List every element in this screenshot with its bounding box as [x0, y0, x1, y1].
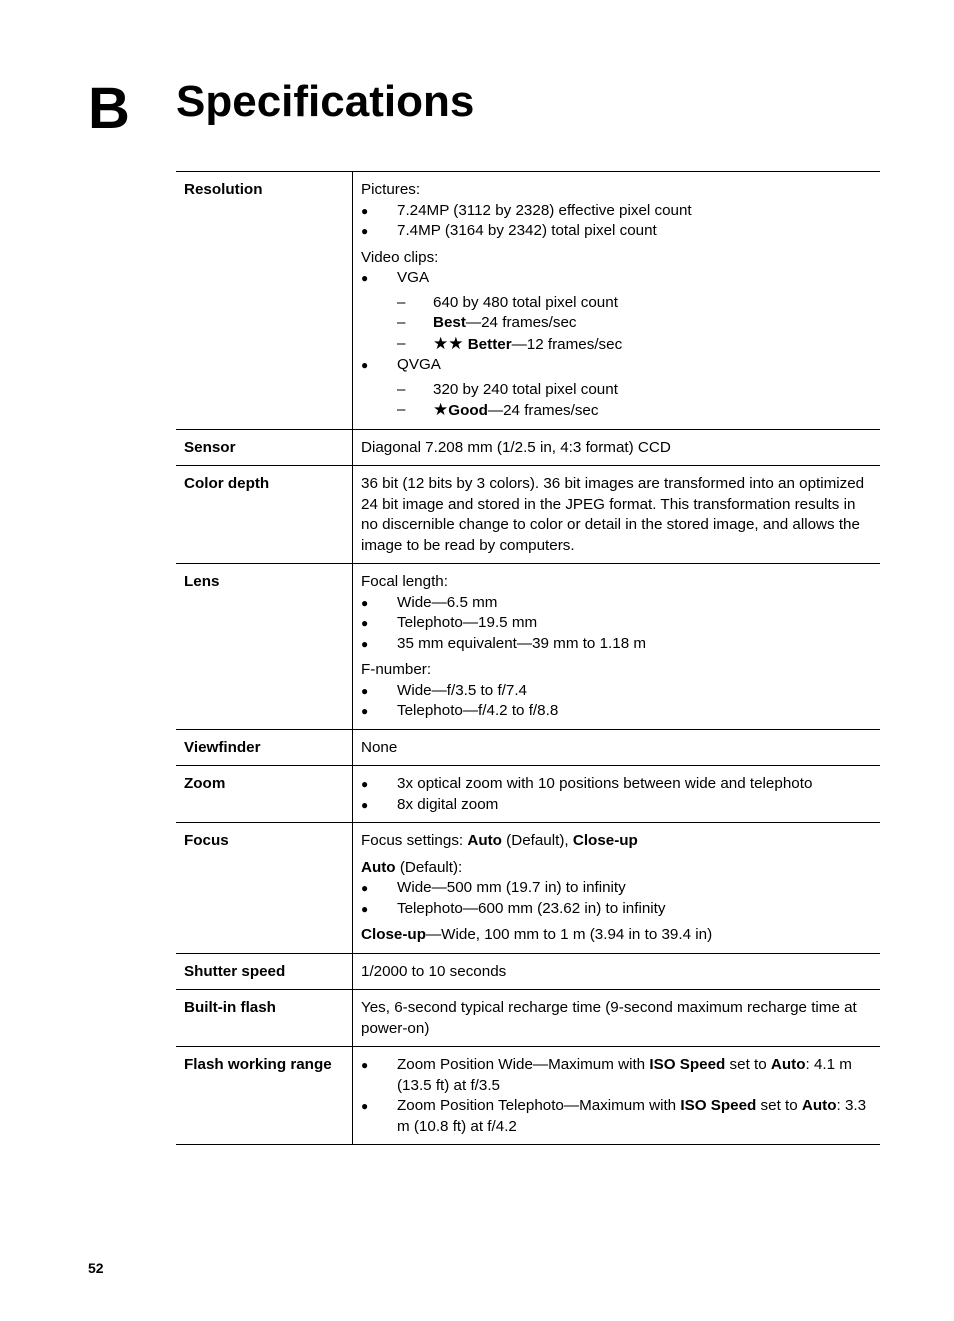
- row-value: Diagonal 7.208 mm (1/2.5 in, 4:3 format) CCD: [353, 429, 881, 466]
- list-item: [397, 313, 872, 334]
- table-row-viewfinder: [176, 729, 880, 766]
- table-row-sensor: [176, 429, 880, 466]
- row-value: [353, 766, 881, 823]
- qvga-label: QVGA: [397, 356, 441, 373]
- table-row-resolution: [176, 172, 880, 430]
- better-rate: —12 frames/sec: [511, 335, 623, 353]
- focus-settings: [361, 831, 872, 852]
- good-rate: —24 frames/sec: [487, 402, 599, 419]
- star-icon: ★★: [433, 333, 464, 353]
- default-text: (Default):: [395, 858, 463, 876]
- text: Zoom Position Wide—Maximum with: [397, 1056, 650, 1073]
- table-row-shutter-speed: [176, 953, 880, 990]
- list-item-qvga: [361, 355, 872, 422]
- list-item: [361, 1055, 872, 1096]
- row-label: Built-in flash: [176, 990, 353, 1047]
- f-number-list: [361, 681, 872, 722]
- table-row-flash-working-range: [176, 1047, 880, 1145]
- list-item: ● Wide—6.5 mm: [361, 593, 872, 614]
- row-value: Yes, 6-second typical recharge time (9-second maximum recharge time at power-on): [353, 990, 881, 1047]
- page-number: 52: [88, 1260, 104, 1276]
- default-text: (Default),: [501, 832, 573, 849]
- vga-sublist: [397, 293, 872, 356]
- row-label: Focus: [176, 823, 353, 954]
- auto-default: [361, 858, 872, 879]
- text: set to: [725, 1056, 771, 1073]
- list-item: – 320 by 240 total pixel count: [397, 380, 872, 401]
- row-value: None: [353, 729, 881, 766]
- list-item: ● 7.4MP (3164 by 2342) total pixel count: [361, 221, 872, 242]
- better-label: Better: [467, 335, 512, 353]
- list-item: ● Wide—500 mm (19.7 in) to infinity: [361, 878, 872, 899]
- row-label: Lens: [176, 564, 353, 730]
- text: : 4.1 m (13.5 ft) at f/3.5: [397, 1056, 852, 1094]
- list-item: [397, 400, 872, 422]
- vga-label: VGA: [397, 269, 430, 286]
- list-item: ● Telephoto—f/4.2 to f/8.8: [361, 701, 872, 722]
- best-rate: —24 frames/sec: [465, 314, 577, 331]
- table-row-built-in-flash: [176, 990, 880, 1047]
- zoom-list: [361, 774, 872, 815]
- text: set to: [756, 1097, 802, 1114]
- flash-range-list: [361, 1055, 872, 1137]
- iso-speed-label: ISO Speed: [649, 1056, 726, 1073]
- closeup-label: Close-up: [361, 926, 426, 943]
- row-label: Flash working range: [176, 1047, 353, 1145]
- list-item: ● Wide—f/3.5 to f/7.4: [361, 681, 872, 702]
- iso-speed-label: ISO Speed: [680, 1097, 757, 1114]
- text: Zoom Position Telephoto—Maximum with: [397, 1097, 681, 1114]
- auto-label: Auto: [467, 832, 502, 849]
- list-item: ● 3x optical zoom with 10 positions between wide and telephoto: [361, 774, 872, 795]
- row-label: Sensor: [176, 429, 353, 466]
- closeup-range: [361, 925, 872, 946]
- list-item: [361, 1096, 872, 1137]
- pictures-label: Pictures:: [361, 181, 421, 198]
- list-item: ● 7.24MP (3112 by 2328) effective pixel count: [361, 201, 872, 222]
- row-value: [353, 1047, 881, 1145]
- good-label: Good: [448, 402, 488, 419]
- best-label: Best: [433, 314, 466, 331]
- focal-list: [361, 593, 872, 655]
- row-label: Viewfinder: [176, 729, 353, 766]
- f-number-label: F-number:: [361, 661, 432, 678]
- row-value: [353, 564, 881, 730]
- list-item: ● 35 mm equivalent—39 mm to 1.18 m: [361, 634, 872, 655]
- row-value: [353, 172, 881, 430]
- list-item: – 640 by 480 total pixel count: [397, 293, 872, 314]
- closeup-label: Close-up: [572, 832, 638, 849]
- auto-label: Auto: [801, 1097, 837, 1114]
- row-label: Resolution: [176, 172, 353, 430]
- list-item-vga: [361, 268, 872, 355]
- row-value: 36 bit (12 bits by 3 colors). 36 bit images are transformed into an optimized 24 bit image and stored in the JPEG format. This transformation results in no discernible change to color or detail in the stored image, and allows the image to be read by computers.: [353, 466, 881, 564]
- table-row-zoom: [176, 766, 880, 823]
- row-label: Zoom: [176, 766, 353, 823]
- specifications-table: [176, 171, 880, 1145]
- auto-label: Auto: [361, 858, 396, 876]
- video-label: Video clips:: [361, 248, 439, 266]
- list-item: ● Telephoto—600 mm (23.62 in) to infinity: [361, 899, 872, 920]
- focus-settings-prefix: Focus settings:: [361, 832, 468, 849]
- list-item: ● Telephoto—19.5 mm: [361, 613, 872, 634]
- table-row-lens: [176, 564, 880, 730]
- focal-length-label: Focal length:: [361, 573, 448, 590]
- table-row-focus: [176, 823, 880, 954]
- text: : 3.3 m (10.8 ft) at f/4.2: [397, 1097, 867, 1135]
- list-item: [397, 334, 872, 356]
- qvga-sublist: [397, 380, 872, 422]
- star-icon: ★: [433, 400, 449, 419]
- closeup-text: —Wide, 100 mm to 1 m (3.94 in to 39.4 in): [425, 926, 713, 943]
- table-row-color-depth: [176, 466, 880, 564]
- row-value: 1/2000 to 10 seconds: [353, 953, 881, 990]
- row-label: Color depth: [176, 466, 353, 564]
- pictures-list: [361, 201, 872, 242]
- page-title: Specifications: [176, 77, 475, 126]
- video-list: [361, 268, 872, 422]
- row-value: [353, 823, 881, 954]
- list-item: ● 8x digital zoom: [361, 795, 872, 816]
- focus-range-list: [361, 878, 872, 919]
- appendix-letter: B: [88, 76, 130, 141]
- row-label: Shutter speed: [176, 953, 353, 990]
- auto-label: Auto: [770, 1056, 806, 1073]
